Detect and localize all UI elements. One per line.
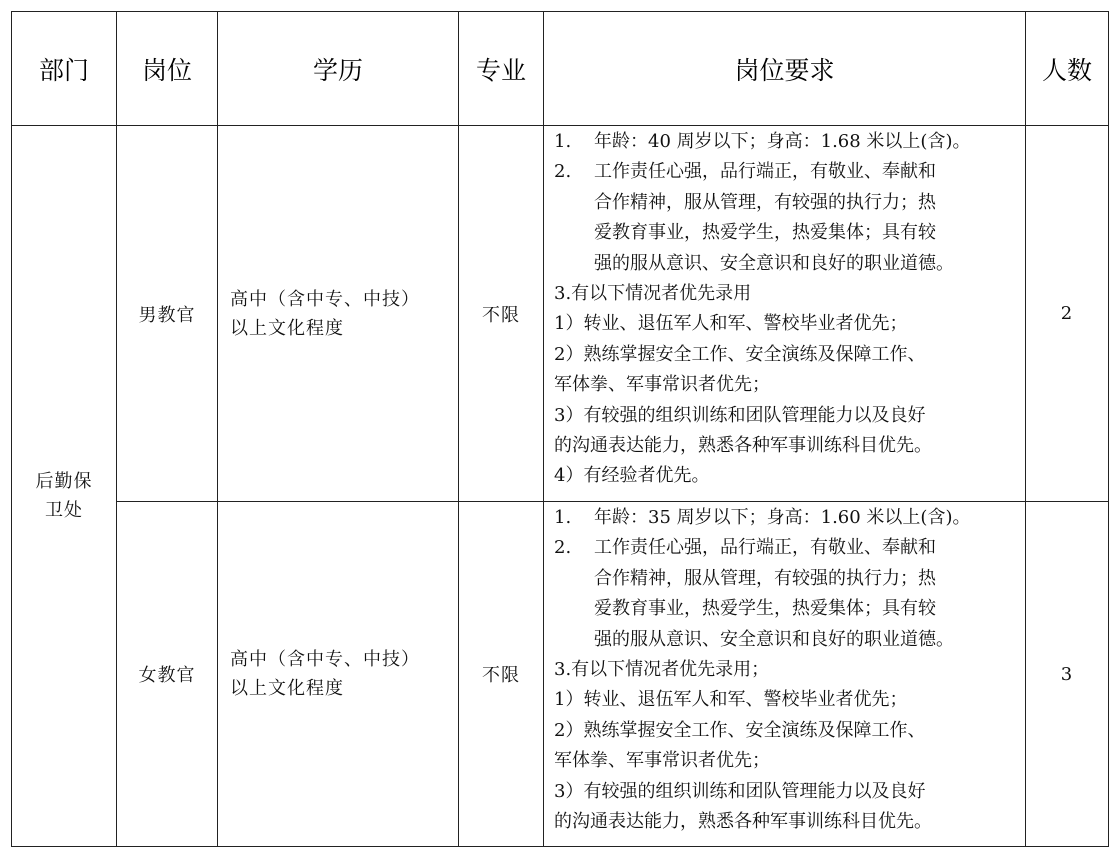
requirement-subitem: 的沟通表达能力，熟悉各种军事训练科目优先。 bbox=[554, 435, 932, 457]
requirement-continuation: 强的服从意识、安全意识和良好的职业道德。 bbox=[594, 628, 954, 650]
requirement-item bbox=[554, 503, 1019, 533]
education-line-1: 高中（含中专、中技） bbox=[230, 288, 420, 310]
requirement-subitem: 2）熟练掌握安全工作、安全演练及保障工作、 bbox=[554, 343, 926, 365]
requirement-subitem: 1）转业、退伍军人和军、警校毕业者优先； bbox=[554, 313, 908, 335]
table-row bbox=[12, 126, 1109, 502]
requirement-number: 2. bbox=[554, 537, 572, 559]
table-header-row bbox=[12, 12, 1109, 126]
requirement-text: 工作责任心强，品行端正，有敬业、奉献和 bbox=[594, 161, 936, 183]
requirement-subitem: 军体拳、军事常识者优先； bbox=[554, 374, 770, 396]
header-requirements: 岗位要求 bbox=[544, 12, 1026, 126]
requirement-subitem: 军体拳、军事常识者优先； bbox=[554, 750, 770, 772]
requirement-continuation: 强的服从意识、安全意识和良好的职业道德。 bbox=[594, 252, 954, 274]
requirement-item: 3.有以下情况者优先录用 bbox=[554, 283, 752, 305]
requirement-item bbox=[554, 533, 1019, 563]
requirement-item: 3.有以下情况者优先录用； bbox=[554, 659, 770, 681]
requirements-cell bbox=[544, 126, 1026, 502]
requirement-item bbox=[554, 127, 1019, 157]
requirement-item bbox=[554, 157, 1019, 187]
requirement-text: 年龄：35 周岁以下；身高：1.60 米以上(含)。 bbox=[594, 507, 971, 528]
job-requirements-table bbox=[11, 11, 1109, 847]
requirement-subitem: 的沟通表达能力，熟悉各种军事训练科目优先。 bbox=[554, 811, 932, 833]
education-cell bbox=[218, 502, 459, 847]
education-line-2: 以上文化程度 bbox=[230, 317, 344, 339]
requirement-number: 1. bbox=[554, 131, 572, 152]
requirement-subitem: 4）有经验者优先。 bbox=[554, 465, 710, 487]
count-cell: 2 bbox=[1026, 126, 1109, 502]
major-cell: 不限 bbox=[459, 126, 544, 502]
major-cell: 不限 bbox=[459, 502, 544, 847]
requirement-text: 年龄：40 周岁以下；身高：1.68 米以上(含)。 bbox=[594, 131, 971, 152]
education-cell bbox=[218, 126, 459, 502]
requirement-subitem: 3）有较强的组织训练和团队管理能力以及良好 bbox=[554, 404, 926, 426]
count-cell: 3 bbox=[1026, 502, 1109, 847]
requirement-continuation: 爱教育事业，热爱学生，热爱集体；具有较 bbox=[594, 222, 936, 244]
education-line-2: 以上文化程度 bbox=[230, 678, 344, 699]
requirement-number: 2. bbox=[554, 161, 572, 183]
header-major: 专业 bbox=[459, 12, 544, 126]
requirement-subitem: 3）有较强的组织训练和团队管理能力以及良好 bbox=[554, 780, 926, 802]
requirement-continuation: 爱教育事业，热爱学生，热爱集体；具有较 bbox=[594, 598, 936, 620]
position-cell: 男教官 bbox=[117, 126, 218, 502]
requirement-subitem: 1）转业、退伍军人和军、警校毕业者优先； bbox=[554, 689, 908, 711]
requirement-continuation: 合作精神，服从管理，有较强的执行力；热 bbox=[594, 567, 936, 589]
table-row bbox=[12, 502, 1109, 847]
header-count: 人数 bbox=[1026, 12, 1109, 126]
requirement-subitem: 2）熟练掌握安全工作、安全演练及保障工作、 bbox=[554, 719, 926, 741]
requirement-continuation: 合作精神，服从管理，有较强的执行力；热 bbox=[594, 191, 936, 213]
header-department: 部门 bbox=[12, 12, 117, 126]
department-line-2: 卫处 bbox=[45, 500, 83, 521]
position-cell: 女教官 bbox=[117, 502, 218, 847]
education-line-1: 高中（含中专、中技） bbox=[230, 649, 420, 670]
requirement-text: 工作责任心强，品行端正，有敬业、奉献和 bbox=[594, 537, 936, 559]
requirement-number: 1. bbox=[554, 507, 572, 528]
department-line-1: 后勤保 bbox=[35, 471, 93, 492]
requirements-cell bbox=[544, 502, 1026, 847]
department-cell bbox=[12, 126, 117, 847]
header-position: 岗位 bbox=[117, 12, 218, 126]
header-education: 学历 bbox=[218, 12, 459, 126]
